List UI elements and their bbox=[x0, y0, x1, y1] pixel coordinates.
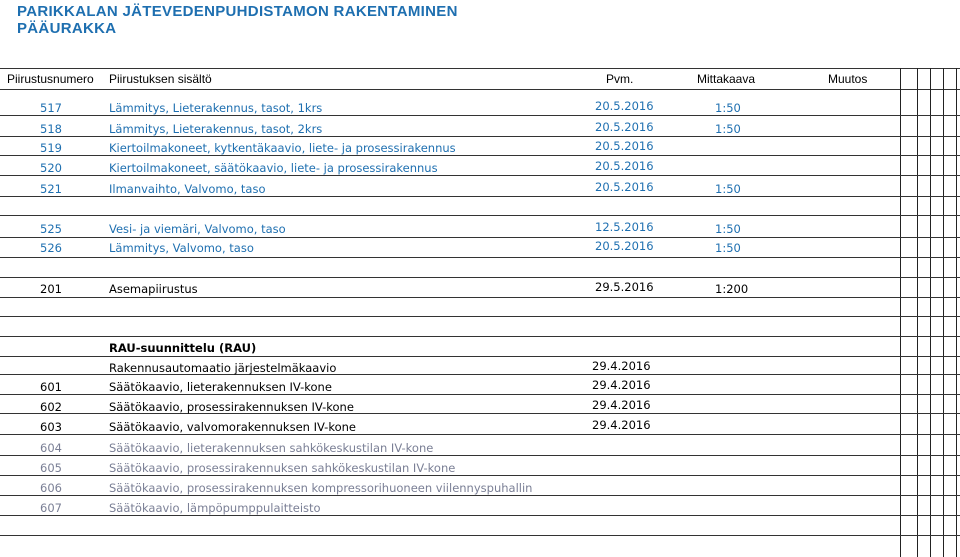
drawing-date: 29.4.2016 bbox=[592, 398, 651, 412]
row-separator bbox=[0, 115, 960, 116]
drawing-date: 29.5.2016 bbox=[595, 280, 654, 294]
row-separator bbox=[0, 277, 960, 278]
drawing-number: 601 bbox=[40, 380, 62, 394]
drawing-date: 20.5.2016 bbox=[595, 99, 654, 113]
section-heading-rau: RAU-suunnittelu (RAU) bbox=[109, 341, 257, 355]
header-drawing-content: Piirustuksen sisältö bbox=[109, 72, 212, 86]
drawing-content: Lämmitys, Lieterakennus, tasot, 1krs bbox=[109, 101, 323, 115]
row-separator bbox=[0, 434, 960, 435]
drawing-number: 525 bbox=[40, 222, 62, 236]
header-scale: Mittakaava bbox=[697, 72, 756, 86]
drawing-date: 20.5.2016 bbox=[595, 180, 654, 194]
row-separator bbox=[0, 455, 960, 456]
document-subtitle: PÄÄURAKKA bbox=[17, 20, 117, 37]
row-separator bbox=[0, 336, 960, 337]
drawing-date: 20.5.2016 bbox=[595, 159, 654, 173]
drawing-content: Säätökaavio, lieterakennuksen IV-kone bbox=[109, 380, 332, 394]
drawing-date: 20.5.2016 bbox=[595, 239, 654, 253]
drawing-date: 29.4.2016 bbox=[592, 359, 651, 373]
drawing-date: 20.5.2016 bbox=[595, 139, 654, 153]
drawing-number: 521 bbox=[40, 182, 62, 196]
row-separator bbox=[0, 215, 960, 216]
drawing-content: Kiertoilmakoneet, säätökaavio, liete- ja prosessirakennus bbox=[109, 161, 438, 175]
drawing-content: Vesi- ja viemäri, Valvomo, taso bbox=[109, 222, 286, 236]
grid-column-line bbox=[917, 68, 918, 557]
drawing-content: Kiertoilmakoneet, kytkentäkaavio, liete- ja prosessirakennus bbox=[109, 141, 456, 155]
drawing-content: Lämmitys, Valvomo, taso bbox=[109, 241, 254, 255]
drawing-number: 520 bbox=[40, 161, 62, 175]
drawing-content: Ilmanvaihto, Valvomo, taso bbox=[109, 182, 266, 196]
drawing-date: 20.5.2016 bbox=[595, 120, 654, 134]
header-date: Pvm. bbox=[606, 72, 634, 86]
drawing-number: 605 bbox=[40, 461, 62, 475]
drawing-number: 602 bbox=[40, 400, 62, 414]
drawing-number: 526 bbox=[40, 241, 62, 255]
row-separator bbox=[0, 535, 960, 536]
row-separator bbox=[0, 356, 960, 357]
row-separator bbox=[0, 257, 960, 258]
drawing-content: Asemapiirustus bbox=[109, 282, 198, 296]
drawing-content: Lämmitys, Lieterakennus, tasot, 2krs bbox=[109, 122, 323, 136]
grid-column-line bbox=[900, 68, 901, 557]
drawing-content: Rakennusautomaatio järjestelmäkaavio bbox=[109, 361, 337, 375]
drawing-content: Säätökaavio, valvomorakennuksen IV-kone bbox=[109, 420, 356, 434]
row-separator bbox=[0, 495, 960, 496]
drawing-scale: 1:50 bbox=[715, 222, 741, 236]
drawing-content: Säätökaavio, lämpöpumppulaitteisto bbox=[109, 501, 321, 515]
drawing-date: 29.4.2016 bbox=[592, 418, 651, 432]
header-change: Muutos bbox=[828, 72, 868, 86]
header-bottom-border bbox=[0, 89, 960, 90]
drawing-scale: 1:50 bbox=[715, 122, 741, 136]
document-title: PARIKKALAN JÄTEVEDENPUHDISTAMON RAKENTAMINEN bbox=[17, 3, 458, 20]
table-top-border bbox=[0, 68, 960, 69]
drawing-scale: 1:50 bbox=[715, 241, 741, 255]
grid-column-line bbox=[943, 68, 944, 557]
row-separator bbox=[0, 394, 960, 395]
row-separator bbox=[0, 175, 960, 176]
drawing-content: Säätökaavio, lieterakennuksen sahkökeskustilan IV-kone bbox=[109, 441, 434, 455]
grid-column-line bbox=[956, 68, 957, 557]
drawing-scale: 1:50 bbox=[715, 182, 741, 196]
drawing-content: Säätökaavio, prosessirakennuksen IV-kone bbox=[109, 400, 354, 414]
drawing-number: 607 bbox=[40, 501, 62, 515]
drawing-content: Säätökaavio, prosessirakennuksen sahkökeskustilan IV-kone bbox=[109, 461, 456, 475]
drawing-number: 201 bbox=[40, 282, 62, 296]
row-separator bbox=[0, 475, 960, 476]
header-drawing-number: Piirustusnumero bbox=[7, 72, 94, 86]
drawing-number: 604 bbox=[40, 441, 62, 455]
drawing-number: 606 bbox=[40, 481, 62, 495]
row-separator bbox=[0, 136, 960, 137]
drawing-content: Säätökaavio, prosessirakennuksen kompressorihuoneen viilennyspuhallin bbox=[109, 481, 533, 495]
row-separator bbox=[0, 196, 960, 197]
row-separator bbox=[0, 316, 960, 317]
row-separator bbox=[0, 297, 960, 298]
drawing-number: 603 bbox=[40, 420, 62, 434]
drawing-scale: 1:50 bbox=[715, 101, 741, 115]
drawing-date: 29.4.2016 bbox=[592, 378, 651, 392]
drawing-number: 517 bbox=[40, 101, 62, 115]
row-separator bbox=[0, 515, 960, 516]
drawing-scale: 1:200 bbox=[715, 282, 749, 296]
row-separator bbox=[0, 237, 960, 238]
drawing-number: 518 bbox=[40, 122, 62, 136]
drawing-date: 12.5.2016 bbox=[595, 220, 654, 234]
drawing-number: 519 bbox=[40, 141, 62, 155]
row-separator bbox=[0, 155, 960, 156]
grid-column-line bbox=[930, 68, 931, 557]
